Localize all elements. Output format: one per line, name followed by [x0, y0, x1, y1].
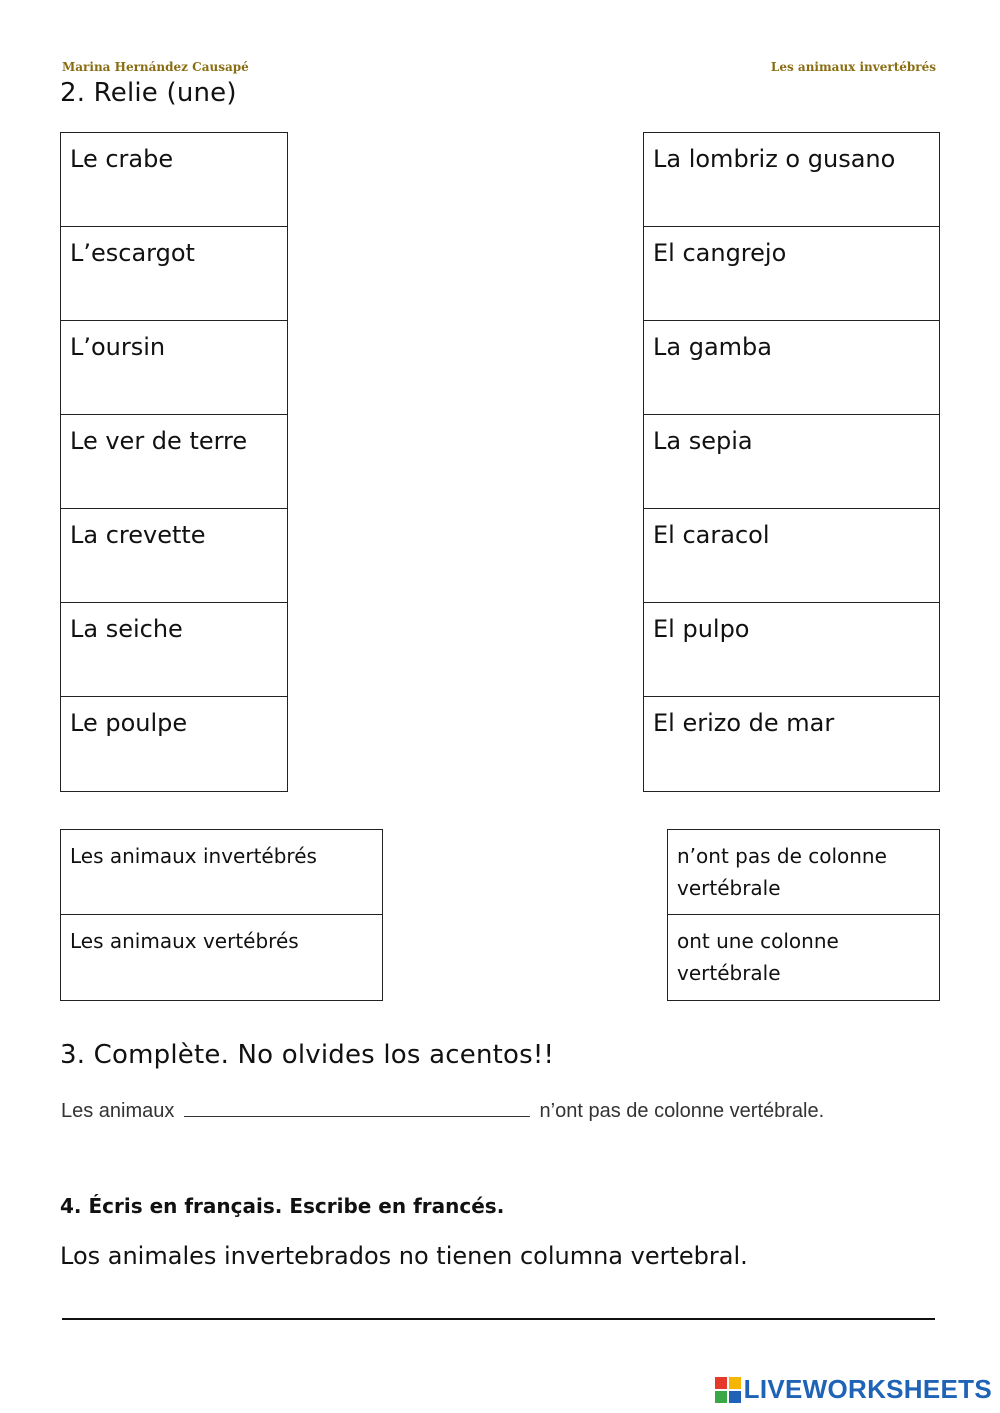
brand-name: LIVEWORKSHEETS [743, 1374, 992, 1404]
section-3-title: 3. Complète. No olvides los acentos!! [60, 1040, 555, 1070]
spanish-word[interactable]: La sepia [644, 415, 940, 509]
answer-blank[interactable] [184, 1098, 530, 1117]
animal-groups-table [60, 829, 383, 1001]
french-word[interactable]: L’oursin [61, 321, 288, 415]
liveworksheets-brand [715, 1374, 992, 1405]
definition[interactable]: ont une colonne vertébrale [668, 915, 940, 1001]
spanish-word[interactable]: El pulpo [644, 603, 940, 697]
animal-group[interactable]: Les animaux invertébrés [61, 830, 383, 915]
section-2-title: 2. Relie (une) [60, 78, 237, 108]
sentence-suffix: n’ont pas de colonne vertébrale. [539, 1100, 825, 1122]
animal-group[interactable]: Les animaux vertébrés [61, 915, 383, 1001]
spanish-words-table [643, 132, 940, 792]
french-word[interactable]: Le ver de terre [61, 415, 288, 509]
spanish-sentence: Los animales invertebrados no tienen columna vertebral. [60, 1242, 748, 1270]
definitions-table [667, 829, 940, 1001]
french-word[interactable]: Le poulpe [61, 697, 288, 792]
spanish-word[interactable]: El cangrejo [644, 227, 940, 321]
definition[interactable]: n’ont pas de colonne vertébrale [668, 830, 940, 915]
translation-answer-line[interactable] [62, 1318, 935, 1320]
sentence-prefix: Les animaux [61, 1100, 175, 1122]
french-word[interactable]: La crevette [61, 509, 288, 603]
worksheet-topic: Les animaux invertébrés [770, 60, 936, 74]
french-word[interactable]: L’escargot [61, 227, 288, 321]
french-word[interactable]: La seiche [61, 603, 288, 697]
french-word[interactable]: Le crabe [61, 133, 288, 227]
liveworksheets-logo-icon [715, 1377, 741, 1403]
section-4-title: 4. Écris en français. Escribe en francés. [60, 1194, 505, 1218]
spanish-word[interactable]: La lombriz o gusano [644, 133, 940, 227]
fill-in-sentence [61, 1098, 824, 1123]
spanish-word[interactable]: El erizo de mar [644, 697, 940, 792]
spanish-word[interactable]: La gamba [644, 321, 940, 415]
french-words-table [60, 132, 288, 792]
author-name: Marina Hernández Causapé [62, 60, 249, 74]
spanish-word[interactable]: El caracol [644, 509, 940, 603]
